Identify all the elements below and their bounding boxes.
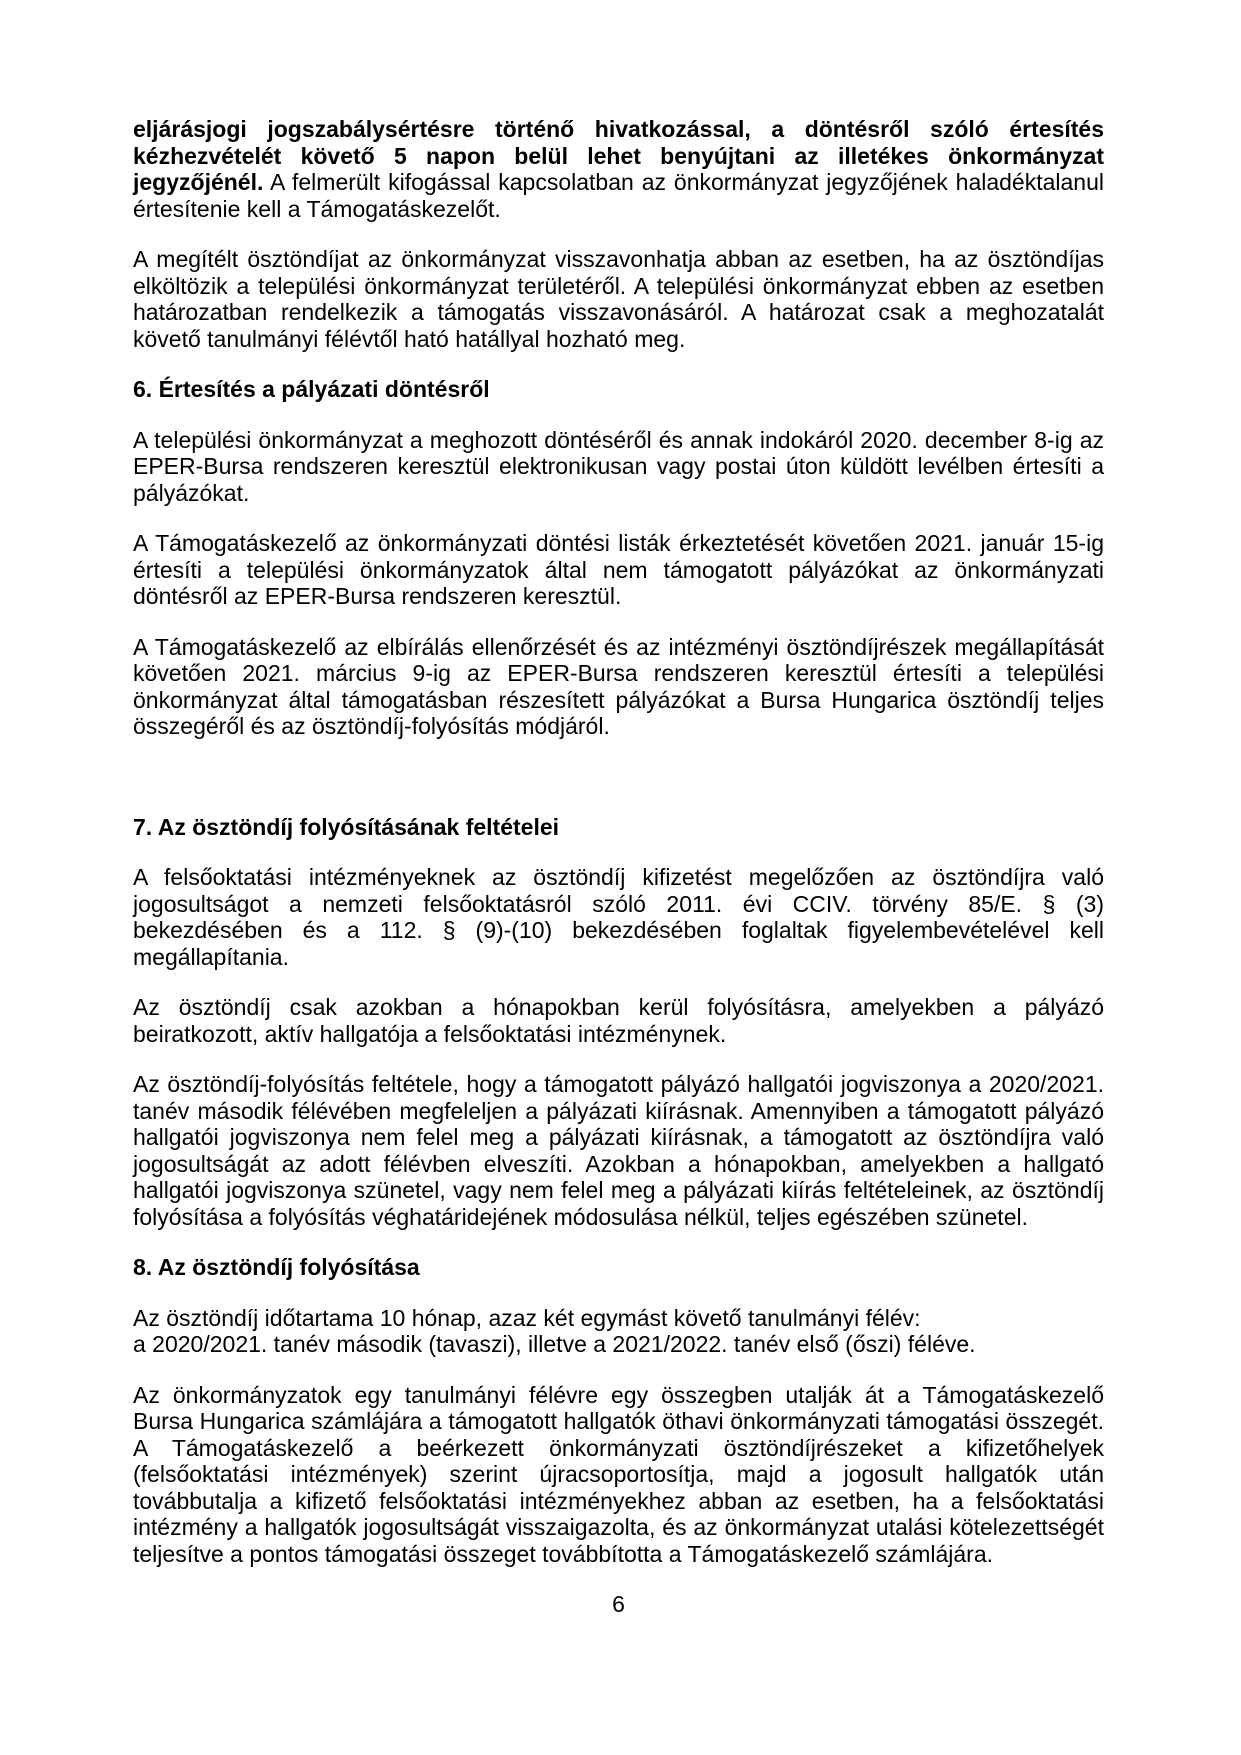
paragraph-section8-transfer-process: Az önkormányzatok egy tanulmányi félévre egy összegben utalják át a Támogatáskezelő Bursa Hungarica számlájára a támogatott hallgatók öthavi önkormányzati támogatási összegét. A Támogatáskezelő a beérkezett önkormányzati ösztöndíjrészeket a kifizetőhelyek (felsőoktatási intézmények) szerint újracsoportosítja, majd a jogosult hallgatók után továbbutalja a kifizető felsőoktatási intézményekhez abban az esetben, ha a felsőoktatási intézmény a hallgatók jogosultságát visszaigazolta, és az önkormányzat utalási kötelezettségét teljesítve a pontos támogatási összeget továbbította a Támogatáskezelő számlájára. xyxy=(133,1381,1104,1567)
paragraph-appeal-bold-lead: eljárásjogi jogszabálysértésre történő hivatkozással, a döntésről szóló értesítés kézhezvételét követő 5 napon belül lehet benyújtani az illetékes önkormányzat jegyzőjénél. xyxy=(133,116,1104,195)
paragraph-section6-notify-rejected: A Támogatáskezelő az önkormányzati döntési listák érkeztetését követően 2021. január 15-ig értesíti a települési önkormányzatok által nem támogatott pályázókat az önkormányzati döntésről az EPER-Bursa rendszeren keresztül. xyxy=(133,530,1104,609)
duration-line-1: Az ösztöndíj időtartama 10 hónap, azaz két egymást követő tanulmányi félév: xyxy=(133,1304,921,1331)
paragraph-section7-disbursement-conditions: Az ösztöndíj-folyósítás feltétele, hogy a támogatott pályázó hallgatói jogviszonya a 2020/2021. tanév második félévében megfeleljen a pályázati kiírásnak. Amennyiben a támogatott pályázó hallgatói jogviszonya nem felel meg a pályázati kiírásnak, a támogatott az ösztöndíjra való jogosultságát az adott félévben elveszíti. Azokban a hónapokban, amelyekben a hallgató hallgatói jogviszonya szünetel, vagy nem felel meg a pályázati kiírás feltételeinek, az ösztöndíj folyósítása a folyósítás véghatáridejének módosulása nélkül, teljes egészében szünetel. xyxy=(133,1071,1104,1230)
paragraph-section6-notify-supported: A Támogatáskezelő az elbírálás ellenőrzését és az intézményi ösztöndíjrészek megállapítását követően 2021. március 9-ig az EPER-Bursa rendszeren keresztül értesíti a települési önkormányzat által támogatásban részesített pályázókat a Bursa Hungarica ösztöndíj teljes összegéről és az ösztöndíj-folyósítás módjáról. xyxy=(133,633,1104,739)
section-heading-8: 8. Az ösztöndíj folyósítása xyxy=(133,1254,420,1280)
page-number: 6 xyxy=(612,1591,625,1617)
paragraph-section8-duration xyxy=(133,1305,1104,1358)
paragraph-section7-eligibility-law: A felsőoktatási intézményeknek az ösztöndíj kifizetést megelőzően az ösztöndíjra való jogosultságot a nemzeti felsőoktatásról szóló 2011. évi CCIV. törvény 85/E. § (3) bekezdésében és a 112. § (9)-(10) bekezdésében foglaltak figyelembevételével kell megállapítania. xyxy=(133,864,1104,970)
section-heading-7: 7. Az ösztöndíj folyósításának feltételei xyxy=(133,813,560,840)
paragraph-appeal-procedure xyxy=(133,116,1104,222)
paragraph-section7-active-student: Az ösztöndíj csak azokban a hónapokban kerül folyósításra, amelyekben a pályázó beiratkozott, aktív hallgatója a felsőoktatási intézménynek. xyxy=(133,994,1104,1047)
paragraph-scholarship-revocation: A megítélt ösztöndíjat az önkormányzat visszavonhatja abban az esetben, ha az ösztöndíjas elköltözik a települési önkormányzat területéről. A települési önkormányzat ebben az esetben határozatban rendelkezik a támogatás visszavonásáról. A határozat csak a meghozatalát követő tanulmányi félévtől ható hatállyal hozható meg. xyxy=(133,246,1104,352)
duration-line-2: a 2020/2021. tanév második (tavaszi), illetve a 2021/2022. tanév első (őszi) féléve. xyxy=(133,1331,976,1357)
paragraph-appeal-normal-part: A felmerült kifogással kapcsolatban az önkormányzat jegyzőjének haladéktalanul értesítenie kell a Támogatáskezelőt. xyxy=(133,169,1104,222)
section-heading-6: 6. Értesítés a pályázati döntésről xyxy=(133,376,490,402)
paragraph-section6-notify-applicants: A települési önkormányzat a meghozott döntéséről és annak indokáról 2020. december 8-ig az EPER-Bursa rendszeren keresztül elektronikusan vagy postai úton küldött levélben értesíti a pályázókat. xyxy=(133,426,1104,506)
